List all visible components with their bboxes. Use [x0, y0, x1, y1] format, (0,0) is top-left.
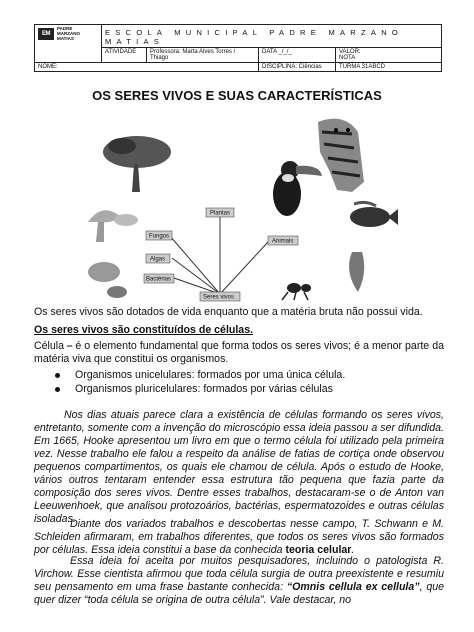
algae-image: [88, 262, 120, 282]
valor-nota-field: VALOR: NOTA: [336, 48, 442, 63]
logo-cell: [35, 25, 102, 63]
turma-field: TURMA 31ABCD: [336, 63, 442, 72]
diagram-label-algas: Algas: [150, 256, 166, 263]
list-item: Organismos pluricelulares: formados por várias células: [55, 383, 345, 397]
theory-paragraph: Diante dos variados trabalhos e descobertas nesse campo, T. Schwann e M. Schleiden afirmaram, em trabalhos diferentes, que todos os seres vivos são formados por células. Essa ideia constitui a base da conhecida teoria celular.: [34, 518, 444, 556]
intro-paragraph: Os seres vivos são dotados de vida enquanto que a matéria bruta não possui vida.: [34, 306, 423, 318]
diagram-label-plantas: Plantas: [210, 210, 231, 217]
disciplina-field: DISCIPLINA: Ciências: [259, 63, 336, 72]
virchow-paragraph: Essa ideia foi aceita por muitos pesquisadores, incluindo o patologista R. Virchow. Esse cientista afirmou que toda célula surgia de outra preexistente e resumiu seu pensamento em uma frase bastante conhecida: “Omnis cellula ex cellula”, que quer dizer “toda célula se origina de outra célula”. Vale destacar, no: [34, 555, 444, 606]
atividade-label: ATIVIDADE: [102, 48, 147, 63]
diagram-label-fungos: Fungos: [149, 233, 170, 240]
diagram-label-seres: Seres vivos: [203, 294, 235, 301]
header-table: [34, 24, 442, 72]
professora-field: Professora: Marta Alves Torres / Thiago: [147, 48, 259, 63]
list-item: Organismos unicelulares: formados por uma única célula.: [55, 369, 345, 383]
tiger-image: [318, 119, 364, 192]
diagram-lines: [170, 216, 268, 294]
mushroom-image: [88, 210, 138, 242]
teoria-celular-term: teoria celular: [285, 544, 352, 556]
logo-text: PADRE MARZANO MATIAS: [57, 26, 80, 41]
page-title: OS SERES VIVOS E SUAS CARACTERÍSTICAS: [92, 88, 382, 103]
seaweed-image: [349, 252, 364, 292]
celula-definition: Célula ⎯ é o elemento fundamental que forma todos os seres vivos; é a menor parte da matéria viva que constitui os organismos.: [34, 340, 444, 365]
history-paragraph: Nos dias atuais parece clara a existência de células formando os seres vivos, entretanto, somente com a invenção do microscópio essa ideia passou a ser difundida. Em 1665, Hooke apresentou um livro em que o termo célula foi utilizado pela primeira vez. Nesse trabalho ele falou a respeito da análise de fatias de cortiça onde observou pequenos compartimentos, os quais ele chamou de célula. Após o estudo de Hooke, vários outros tentaram entender essa estrutura tão pequena que fazia parte da composição dos seres vivos. Dentre esses trabalhos, destacaram-se o de Anton van Leeuwenhoek, que analisou protozoários, bactérias, espermatozoides e outras células isoladas.: [34, 409, 444, 525]
living-beings-illustration: [82, 112, 398, 302]
diagram-label-animais: Animais: [272, 238, 294, 245]
section-heading: Os seres vivos são constituídos de células.: [34, 324, 254, 336]
ant-image: [282, 283, 311, 300]
school-name: ESCOLA MUNICIPAL PADRE MARZANO MATIAS: [102, 25, 442, 48]
toucan-image: [273, 161, 322, 216]
nome-field: NOME:: [35, 63, 259, 72]
logo-mark: EM: [38, 28, 54, 40]
fish-image: [350, 202, 398, 227]
omnis-cellula-quote: “Omnis cellula ex cellula”: [286, 581, 420, 593]
tree-image: [103, 136, 171, 192]
school-logo: [38, 26, 98, 41]
diagram-label-bacterias: Bactérias: [146, 276, 172, 283]
data-field: DATA _/_/_: [259, 48, 336, 63]
bacteria-image: [107, 286, 127, 298]
organism-list: [55, 369, 345, 396]
